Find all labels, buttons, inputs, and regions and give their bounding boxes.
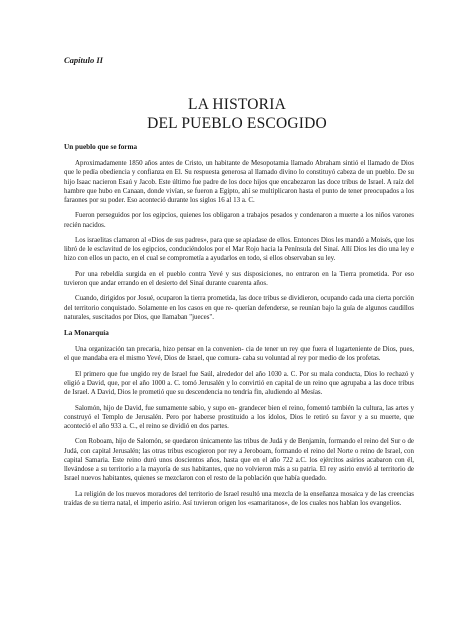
paragraph: El primero que fue ungido rey de Israel fue Saúl, alrededor del año 1030 a. C. Por su mala conducta, Dios lo rechazó y eligió a David, que, por el año 1000 a. C. tomó Jerusalén y lo convirtió en capital de un reino que agrupaba a las doce tribus de Israel. A David, Dios le prometió que su descendencia no tendría fin, aludiendo al Mesías. bbox=[64, 369, 414, 397]
paragraph: Aproximadamente 1850 años antes de Cristo, un habitante de Mesopotamia llamado Abraham sintió el llamado de Dios que le pedía obediencia y confianza en El. Su respuesta generosa al llamado divino lo constituyó cabeza de un pueblo. De su hijo Isaac nacieron Esaú y Jacob. Este último fue padre de los doce hijos que encabezaron las doce tribus de Israel. A raíz del hambre que hubo en Canaan, donde vivían, se fueron a Egipto, ahí se multiplicaron hasta el punto de tener preocupados a los faraones por su poder. Eso aconteció durante los siglos 16 al 13 a. C. bbox=[64, 159, 414, 205]
title-line-1: LA HISTORIA bbox=[188, 96, 286, 113]
title-line-2: DEL PUEBLO ESCOGIDO bbox=[147, 115, 327, 132]
body-text bbox=[64, 143, 414, 514]
paragraph: Con Roboam, hijo de Salomón, se quedaron únicamente las tribus de Judá y de Benjamín, formando el reino del Sur o de Judá, con capital Jerusalén; las otras tribus escogieron por rey a Jeroboam, formando el reino del Norte o reino de Israel, con capital Samaria. Este reino duró unos doscientos años, hasta que en el año 722 a.C. los ejércitos asirios acabaron con él, llevándose a su territorio a la mayoría de sus habitantes, que no volvieron más a su patria. El rey asirio envió al territorio de Israel nuevos habitantes, quienes se mezclaron con el resto de la población que había quedado. bbox=[64, 437, 414, 483]
paragraph: Fueron perseguidos por los egipcios, quienes los obligaron a trabajos pesados y condenaron a muerte a los niños varones recién nacidos. bbox=[64, 211, 414, 229]
paragraph: Salomón, hijo de David, fue sumamente sabio, y supo en- grandecer bien el reino, fomentó también la cultura, las artes y construyó el Templo de Jerusalén. Pero por haberse prostituido a los ídolos, Dios le retiró su favor y a su muerte, que aconteció el año 933 a. C., el reino se dividió en dos partes. bbox=[64, 403, 414, 430]
section-heading-monarchy: La Monarquía bbox=[64, 329, 109, 337]
paragraph: Cuando, dirigidos por Josué, ocuparon la tierra prometida, las doce tribus se dividieron, ocupando cada una cierta porción del territorio conquistado. Solamente en los casos en que re- querían defenderse, se reunían bajo la guía de algunos caudillos naturales, suscitados por Dios, que llamaban "jueces". bbox=[64, 294, 414, 321]
chapter-title bbox=[0, 95, 474, 133]
paragraph: Una organización tan precaria, hizo pensar en la convenien- cia de tener un rey que fuera el lugarteniente de Dios, pues, el que mandaba era el mismo Yevé, Dios de Israel, que comura- caba su voluntad al rey por medio de los profetas. bbox=[64, 345, 414, 363]
section-heading-formation: Un pueblo que se forma bbox=[64, 143, 138, 151]
paragraph: La religión de los nuevos moradores del territorio de Israel resultó una mezcla de la enseñanza mosaica y de las creencias traídas de su tierra natal, el imperio asirio. Así tuvieron origen los «samaritanos», de los cuales nos hablan los evangelios. bbox=[64, 489, 414, 507]
paragraph: Los israelitas clamaron al «Dios de sus padres», para que se apiadase de ellos. Entonces Dios les mandó a Moisés, que los libró de le esclavitud de los egipcios, conduciéndolos por el Mar Rojo hacia la Península del Sinaí. Allí Dios les dio una ley e hizo con ellos un pacto, en el cual se comprometía a ayudarlos en todo, si ellos observaban su ley. bbox=[64, 236, 414, 263]
paragraph: Por una rebeldía surgida en el pueblo contra Yevé y sus disposiciones, no entraron en la Tierra prometida. Por eso tuvieron que andar errando en el desierto del Sinaí durante cuarenta años. bbox=[64, 269, 414, 287]
chapter-label: Capítulo II bbox=[64, 55, 103, 65]
